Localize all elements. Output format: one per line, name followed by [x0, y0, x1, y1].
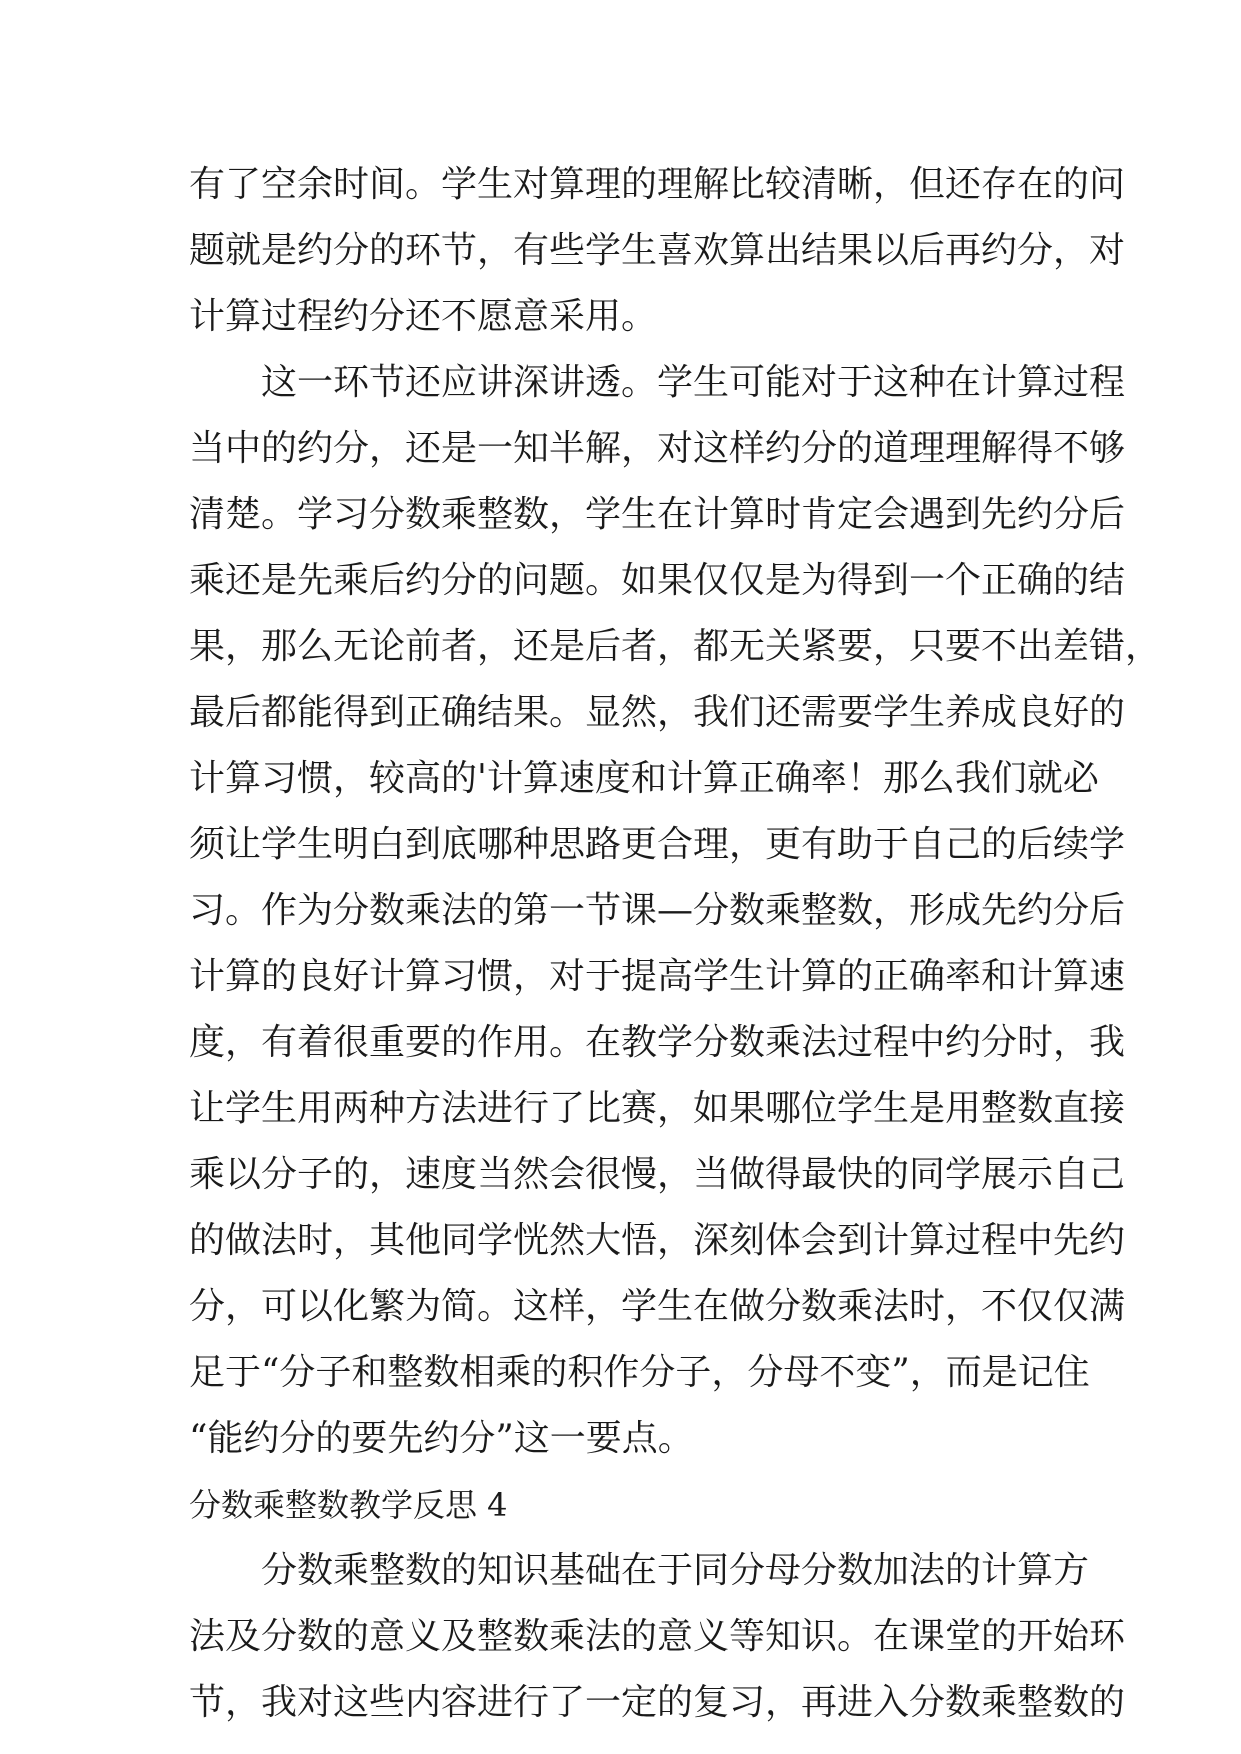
paragraph-line: 习。作为分数乘法的第一节课—分数乘整数，形成先约分后 — [189, 890, 1126, 931]
paragraph-line: 最后都能得到正确结果。显然，我们还需要学生养成良好的 — [189, 692, 1126, 733]
paragraph-line: 题就是约分的环节，有些学生喜欢算出结果以后再约分，对 — [189, 230, 1126, 271]
paragraph-line: 度，有着很重要的作用。在教学分数乘法过程中约分时，我 — [189, 1022, 1126, 1063]
paragraph-line: 乘还是先乘后约分的问题。如果仅仅是为得到一个正确的结 — [189, 560, 1126, 601]
paragraph-line: 分数乘整数的知识基础在于同分母分数加法的计算方 — [261, 1550, 1090, 1591]
paragraph-1 — [189, 152, 1126, 350]
paragraph-line: “能约分的要先约分”这一要点。 — [189, 1418, 694, 1459]
paragraph-3 — [189, 1538, 1126, 1736]
paragraph-line: 这一环节还应讲深讲透。学生可能对于这种在计算过程 — [261, 362, 1126, 403]
paragraph-line: 节，我对这些内容进行了一定的复习，再进入分数乘整数的 — [189, 1682, 1126, 1723]
paragraph-line: 让学生用两种方法进行了比赛，如果哪位学生是用整数直接 — [189, 1088, 1126, 1129]
section-heading: 分数乘整数教学反思 4 — [189, 1486, 508, 1524]
paragraph-line: 分，可以化繁为简。这样，学生在做分数乘法时，不仅仅满 — [189, 1286, 1126, 1327]
paragraph-line: 清楚。学习分数乘整数，学生在计算时肯定会遇到先约分后 — [189, 494, 1126, 535]
paragraph-line: 乘以分子的，速度当然会很慢，当做得最快的同学展示自己 — [189, 1154, 1126, 1195]
paragraph-line: 计算的良好计算习惯，对于提高学生计算的正确率和计算速 — [189, 956, 1126, 997]
paragraph-line: 计算习惯，较高的'计算速度和计算正确率！那么我们就必 — [189, 758, 1099, 799]
paragraph-line: 当中的约分，还是一知半解，对这样约分的道理理解得不够 — [189, 428, 1126, 469]
paragraph-line: 法及分数的意义及整数乘法的意义等知识。在课堂的开始环 — [189, 1616, 1126, 1657]
paragraph-line: 足于“分子和整数相乘的积作分子，分母不变”，而是记住 — [189, 1352, 1090, 1393]
paragraph-line: 果，那么无论前者，还是后者，都无关紧要，只要不出差错， — [189, 626, 1162, 667]
paragraph-2 — [189, 350, 1162, 1472]
document-body — [189, 152, 1162, 1736]
paragraph-line: 的做法时，其他同学恍然大悟，深刻体会到计算过程中先约 — [189, 1220, 1126, 1261]
paragraph-line: 有了空余时间。学生对算理的理解比较清晰，但还存在的问 — [189, 164, 1126, 205]
paragraph-line: 计算过程约分还不愿意采用。 — [189, 296, 658, 337]
paragraph-line: 须让学生明白到底哪种思路更合理，更有助于自己的后续学 — [189, 824, 1126, 865]
